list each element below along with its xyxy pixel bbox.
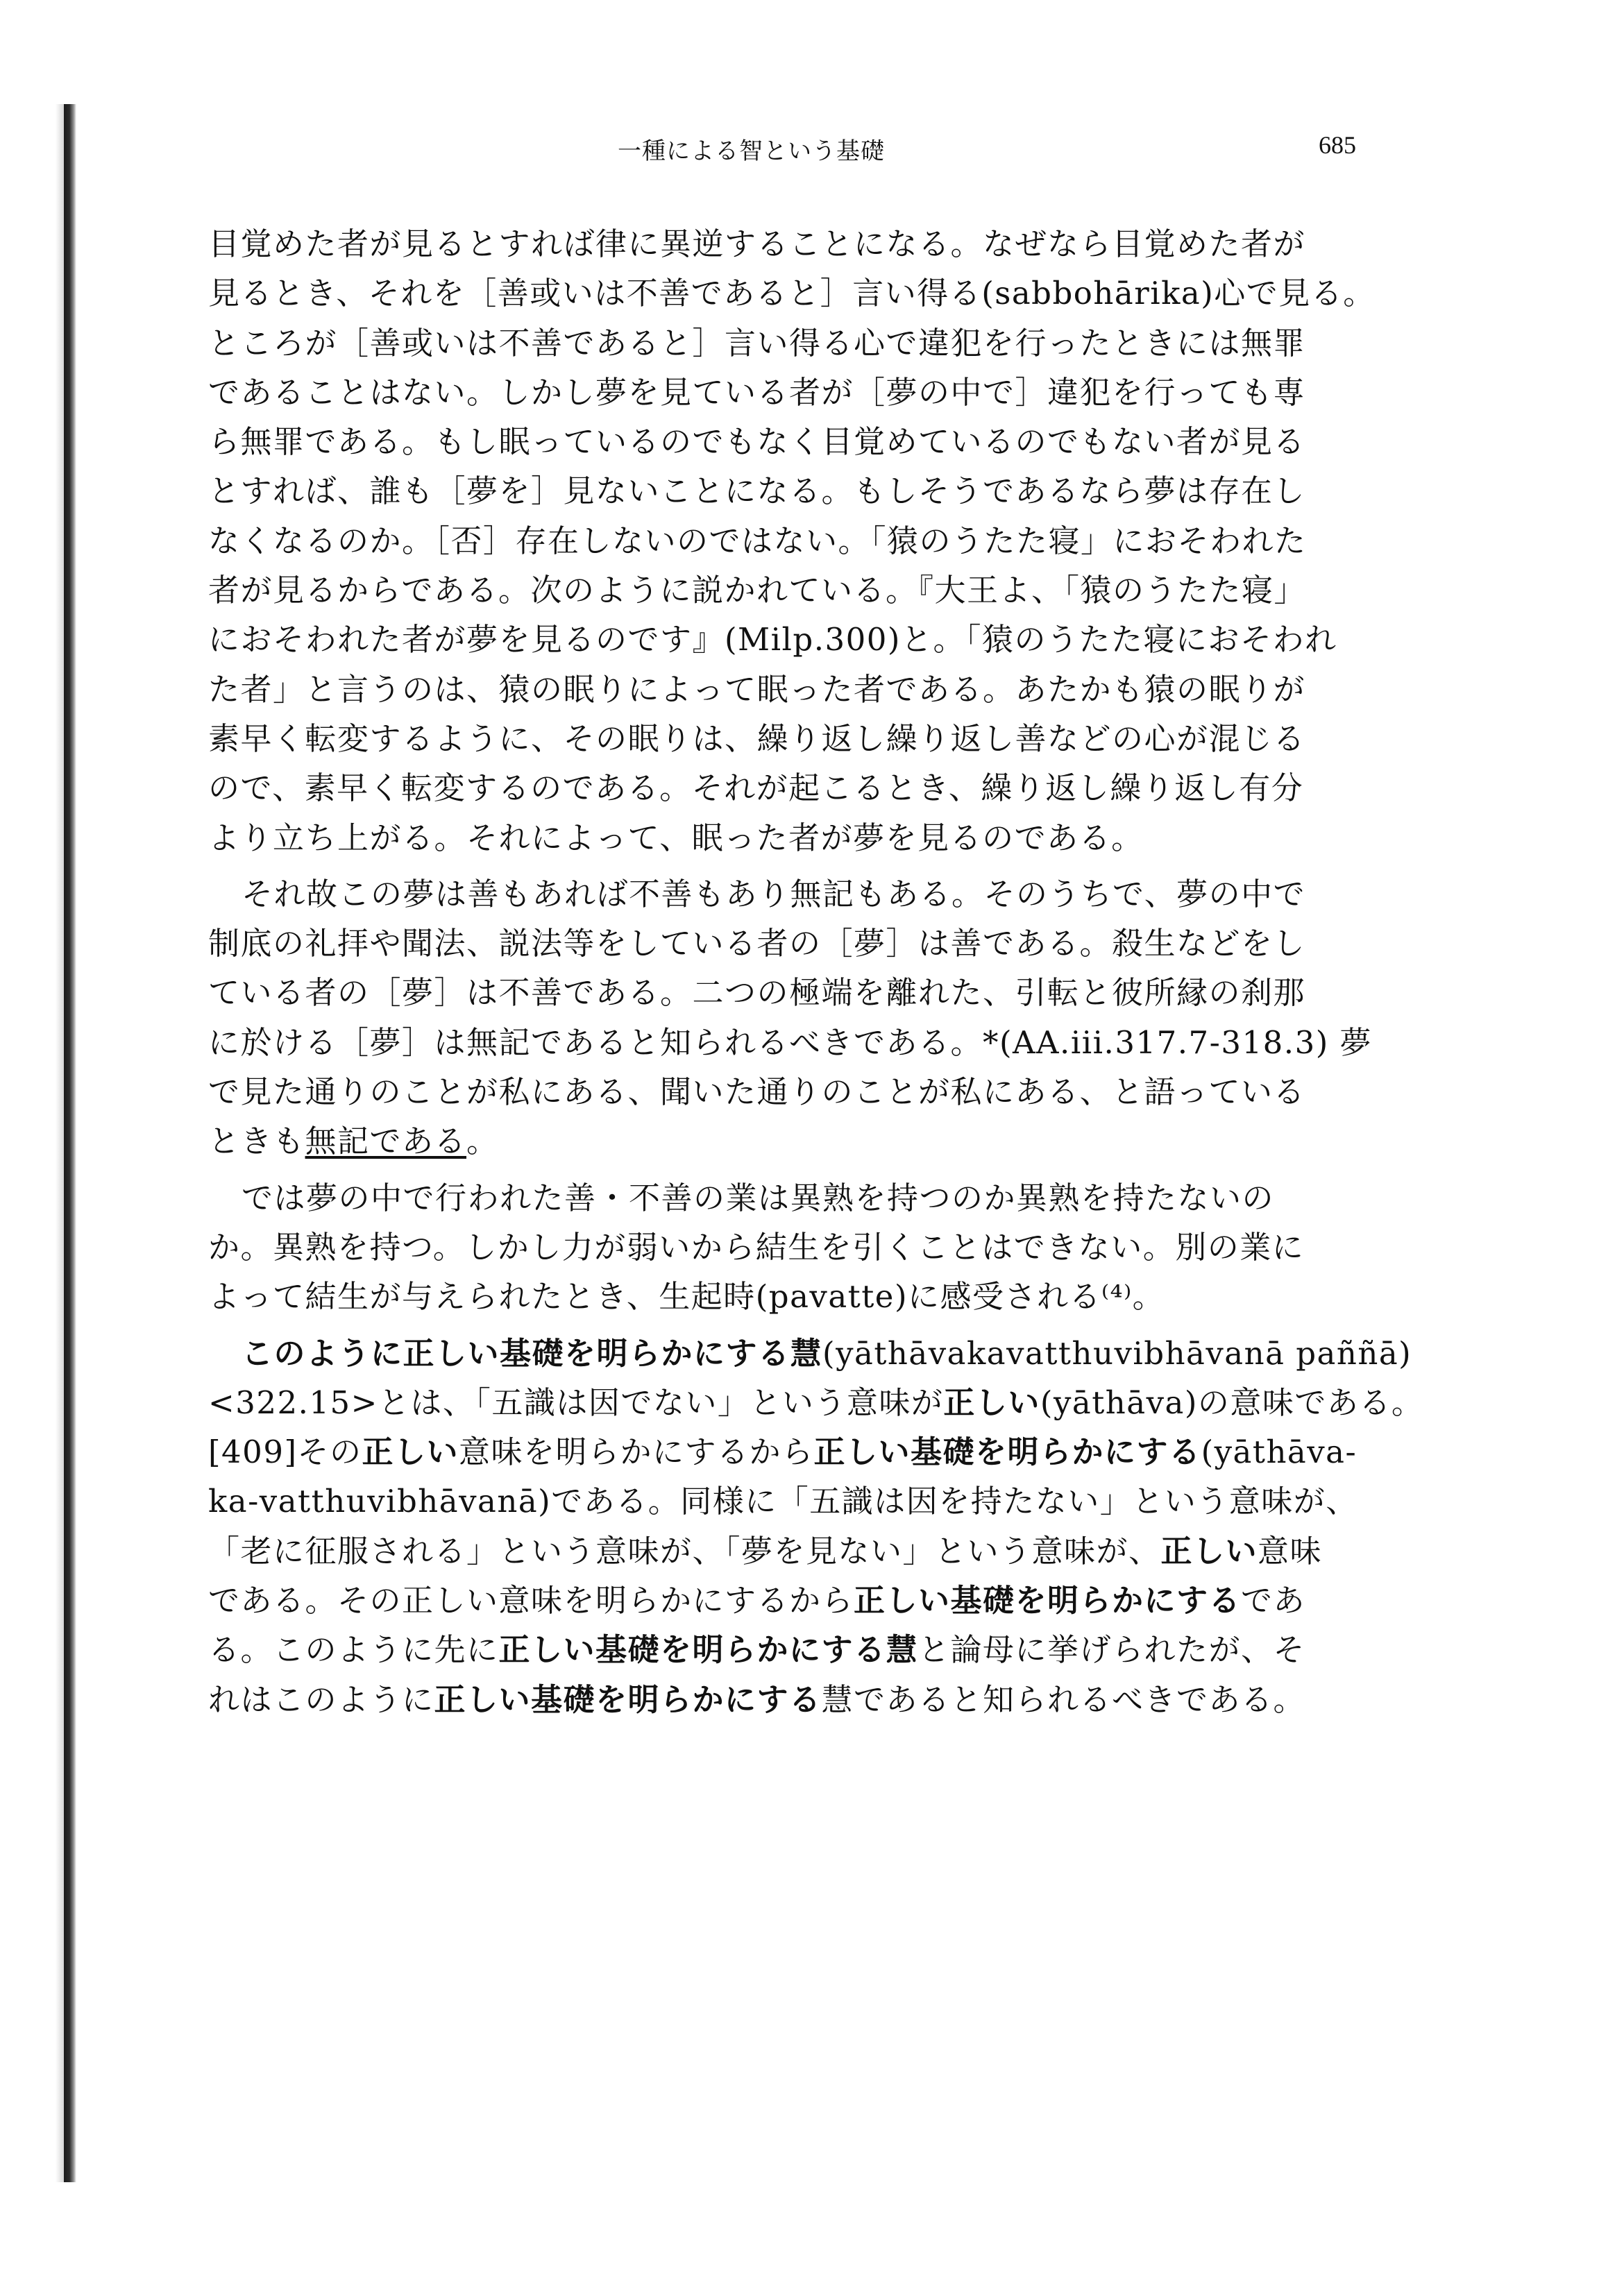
text-span: れはこのように xyxy=(208,1681,434,1718)
text-line: であることはない。しかし夢を見ている者が［夢の中で］違犯を行っても専 xyxy=(208,373,1306,411)
text-span: 。 xyxy=(466,1123,499,1160)
bold-term: 正しい xyxy=(943,1384,1040,1421)
text-line: 制底の礼拝や聞法、説法等をしている者の［夢］は善である。殺生などをし xyxy=(208,925,1306,962)
text-line xyxy=(208,1427,1402,1477)
page-header xyxy=(0,118,1624,167)
text-span: 「老に征服される」という意味が、「夢を見ない」という意味が、 xyxy=(208,1532,1161,1570)
text-span: る。このように先に xyxy=(208,1631,499,1669)
text-line: におそわれた者が夢を見るのです』(Milp.300)と。「猿のうたた寝におそわれ xyxy=(208,621,1337,658)
page-number: 685 xyxy=(1319,131,1356,159)
text-line: より立ち上がる。それによって、眠った者が夢を見るのである。 xyxy=(208,819,1144,856)
text-line xyxy=(208,1576,1402,1625)
bold-term: 正しい基礎を明らかにする xyxy=(434,1681,822,1718)
text-span: [409]その xyxy=(208,1434,362,1471)
text-line xyxy=(208,1675,1402,1724)
text-span: 慧であると知られるべきである。 xyxy=(821,1681,1306,1718)
text-line xyxy=(208,1378,1424,1427)
text-line: ka-vatthuvibhāvanā)である。同様に「五識は因を持たない」という意味が、 xyxy=(208,1483,1358,1520)
text-line: で見た通りのことが私にある、聞いた通りのことが私にある、と語っている xyxy=(208,1073,1306,1111)
text-line: とすれば、誰も［夢を］見ないことになる。もしそうであるなら夢は存在し xyxy=(208,473,1306,510)
underlined-text: 無記である xyxy=(305,1123,467,1160)
text-span: <322.15>とは、「五識は因でない」という意味が xyxy=(208,1384,944,1421)
bold-term: 正しい xyxy=(1160,1532,1258,1570)
text-line: ところが［善或いは不善であると］言い得る心で違犯を行ったときには無罪 xyxy=(208,324,1306,362)
scan-binding-shadow xyxy=(64,104,76,2182)
bold-term: 正しい xyxy=(362,1434,459,1471)
text-line: 者が見るからである。次のように説かれている。『大王よ、「猿のうたた寝」 xyxy=(208,572,1307,609)
bold-term: 正しい基礎を明らかにする慧 xyxy=(498,1631,919,1669)
text-span: 意味を明らかにするから xyxy=(459,1434,814,1471)
text-line: ら無罪である。もし眠っているのでもなく目覚めているのでもない者が見る xyxy=(208,423,1306,461)
bold-term: このように正しい基礎を明らかにする慧 xyxy=(242,1334,823,1372)
text-span: と論母に挙げられたが、そ xyxy=(918,1631,1306,1669)
text-line: に於ける［夢］は無記であると知られるべきである。*(AA.iii.317.7-318.3) 夢 xyxy=(208,1023,1373,1061)
text-span: (yāthāvakavatthuvibhāvanā paññā) xyxy=(822,1334,1412,1372)
text-line: 目覚めた者が見るとすれば律に異逆することになる。なぜなら目覚めた者が xyxy=(208,226,1306,262)
text-line xyxy=(208,1116,1402,1166)
text-line: ている者の［夢］は不善である。二つの極端を離れた、引転と彼所縁の刹那 xyxy=(208,974,1306,1012)
text-line xyxy=(208,1625,1402,1674)
text-span: であ xyxy=(1241,1582,1306,1619)
bold-term: 正しい基礎を明らかにする xyxy=(854,1582,1242,1619)
running-head: 一種による智という基礎 xyxy=(618,137,885,165)
text-line: なくなるのか。［否］存在しないのではない。「猿のうたた寝」におそわれた xyxy=(208,522,1307,559)
text-span: (yāthāva)の意味である。 xyxy=(1040,1384,1424,1421)
text-span: ときも xyxy=(208,1123,305,1160)
text-line xyxy=(208,1527,1402,1576)
text-line: では夢の中で行われた善・不善の業は異熟を持つのか異熟を持たないの xyxy=(242,1179,1275,1216)
body-text xyxy=(208,219,1424,1724)
text-span: である。その正しい意味を明らかにするから xyxy=(208,1582,854,1619)
text-line: よって結生が与えられたとき、生起時(pavatte)に感受される⁽⁴⁾。 xyxy=(208,1278,1165,1316)
text-line: それ故この夢は善もあれば不善もあり無記もある。そのうちで、夢の中で xyxy=(242,875,1306,912)
text-line: 素早く転変するように、その眠りは、繰り返し繰り返し善などの心が混じる xyxy=(208,720,1306,757)
text-line: た者」と言うのは、猿の眠りによって眠った者である。あたかも猿の眠りが xyxy=(208,670,1306,708)
text-span: (yāthāva- xyxy=(1201,1434,1357,1471)
text-line: 見るとき、それを［善或いは不善であると］言い得る(sabbohārika)心で見る。 xyxy=(208,275,1376,312)
text-line xyxy=(208,1329,1412,1378)
text-span: 意味 xyxy=(1258,1532,1323,1570)
text-line: ので、素早く転変するのである。それが起こるとき、繰り返し繰り返し有分 xyxy=(208,769,1304,807)
bold-term: 正しい基礎を明らかにする xyxy=(813,1434,1201,1471)
text-line: か。異熟を持つ。しかし力が弱いから結生を引くことはできない。別の業に xyxy=(208,1228,1305,1266)
